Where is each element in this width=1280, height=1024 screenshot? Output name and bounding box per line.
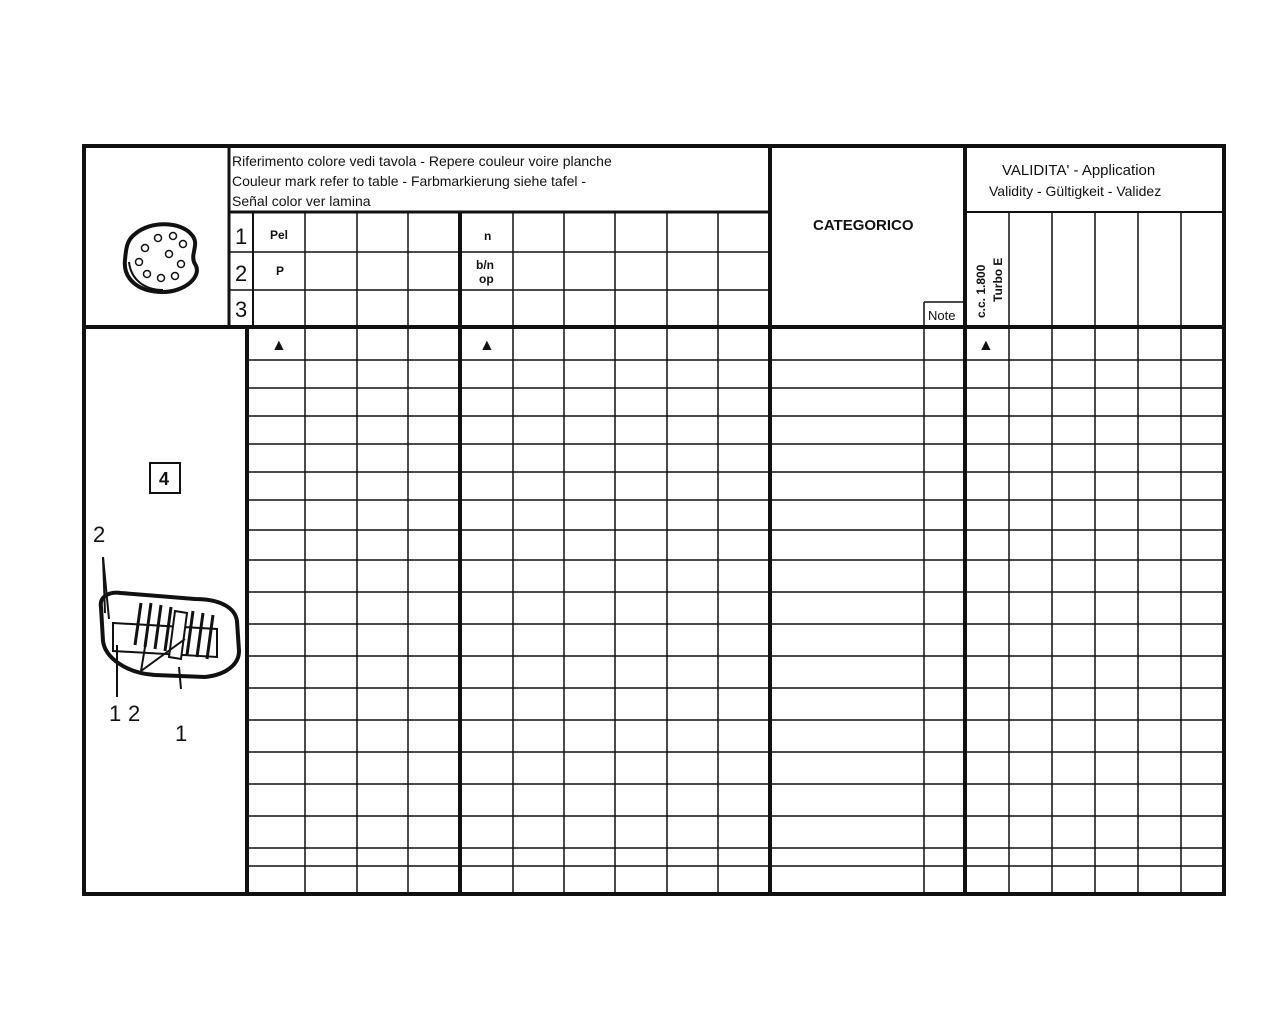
triangle-marker-validity: ▲ [978, 337, 994, 354]
categorico-title: CATEGORICO [813, 217, 914, 234]
outer-frame [84, 146, 1224, 894]
callout-top-2: 2 [93, 522, 106, 547]
reference-box-number: 4 [159, 469, 170, 489]
triangle-marker-color-a: ▲ [271, 337, 287, 354]
color-reference-line-3: Señal color ver lamina [232, 193, 371, 209]
validity-header-columns [1009, 212, 1181, 327]
triangle-marker-color-b: ▲ [479, 337, 495, 354]
color-code-a-1: Pel [270, 228, 289, 242]
color-code-a-2: P [276, 264, 285, 278]
color-code-b-2: b/n [476, 258, 494, 272]
color-reference-line-2: Couleur mark refer to table - Farbmarkierung siehe tafel - [232, 173, 587, 189]
color-reference-line-1: Riferimento colore vedi tavola - Repere couleur voire planche [232, 153, 612, 169]
color-row-number-1: 1 [235, 224, 248, 249]
color-palette-icon [125, 224, 197, 292]
part-illustration-icon [101, 557, 239, 697]
validity-col1-line2: Turbo E [991, 257, 1005, 302]
callout-bottom-1a: 1 [109, 701, 122, 726]
body-horizontal-lines [247, 360, 1224, 866]
color-header-columns [305, 212, 718, 327]
validity-title-1: VALIDITA' - Application [1002, 162, 1156, 179]
note-label: Note [928, 308, 956, 323]
body-vertical-lines [305, 327, 1181, 894]
color-row-number-3: 3 [235, 297, 248, 322]
color-row-number-2: 2 [235, 261, 248, 286]
callout-bottom-1b: 1 [175, 721, 188, 746]
color-code-b2-2: op [479, 272, 494, 286]
callout-bottom-2: 2 [128, 701, 141, 726]
validity-col1-line1: c.c. 1.800 [974, 264, 988, 318]
color-code-b-1: n [484, 229, 492, 243]
validity-title-2: Validity - Gültigkeit - Validez [989, 183, 1162, 199]
